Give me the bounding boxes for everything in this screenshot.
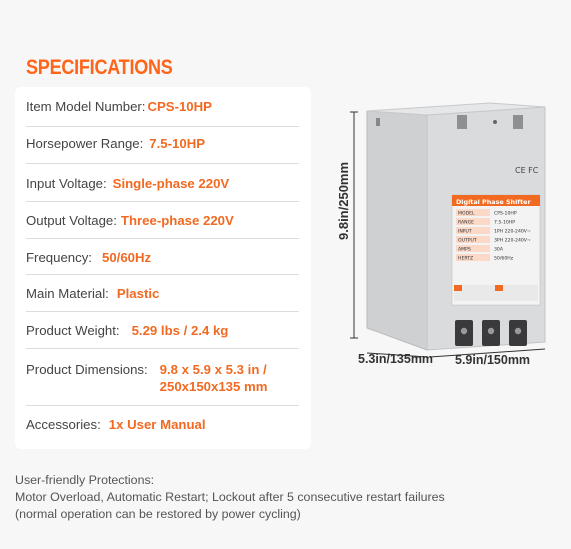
label-key: HERTZ — [458, 256, 474, 262]
spec-row-model — [26, 99, 299, 114]
spec-label: Product Weight: — [26, 323, 120, 338]
spec-row-frequency — [26, 250, 299, 265]
spec-row-weight — [26, 323, 299, 338]
label-val: 1PH 220-240V~ — [494, 229, 531, 235]
spec-row-dimensions — [26, 362, 299, 395]
divider — [26, 348, 299, 349]
divider — [26, 405, 299, 406]
spec-label: Horsepower Range: — [26, 136, 144, 151]
spec-label: Item Model Number: — [26, 99, 146, 114]
divider — [26, 238, 299, 239]
protections-note — [15, 472, 445, 523]
product-image — [340, 95, 565, 380]
divider — [26, 201, 299, 202]
spec-value-block — [160, 361, 268, 395]
label-key: OUTPUT — [458, 238, 477, 244]
label-val: 30A — [494, 247, 503, 253]
height-dimension-label: 9.8in/250mm — [336, 161, 351, 240]
divider — [26, 163, 299, 164]
top-terminal — [513, 115, 523, 129]
spec-row-horsepower — [26, 136, 299, 151]
protections-note-detail: (normal operation can be restored by power cycling) — [15, 507, 301, 521]
spec-value: 1x User Manual — [108, 417, 206, 432]
bottom-terminals — [455, 320, 527, 346]
spec-value: 7.5-10HP — [149, 136, 206, 151]
device-label-header: Digital Phase Shifter — [456, 198, 531, 206]
label-val: 7.5-10HP — [494, 220, 516, 226]
protections-list: Motor Overload, Automatic Restart; Lockout after 5 consecutive restart failures — [15, 490, 445, 504]
spec-value: Single-phase 220V — [112, 176, 230, 191]
label-val: 3PH 220-240V~ — [494, 238, 531, 244]
page-title: SPECIFICATIONS — [26, 56, 173, 79]
spec-label: Main Material: — [26, 286, 109, 301]
width-dimension-label: 5.9in/150mm — [455, 353, 531, 367]
depth-dimension-label: 5.3in/135mm — [358, 352, 434, 366]
divider — [26, 274, 299, 275]
divider — [26, 126, 299, 127]
spec-row-material — [26, 286, 299, 301]
spec-label: Accessories: — [26, 417, 101, 432]
protections-heading: User-friendly Protections: — [15, 473, 155, 487]
spec-label: Frequency: — [26, 250, 92, 265]
spec-value: 50/60Hz — [101, 250, 152, 265]
spec-value: 5.29 lbs / 2.4 kg — [131, 323, 229, 338]
label-key: INPUT — [458, 229, 472, 235]
spec-card — [15, 87, 311, 449]
spec-value: 250x150x135 mm — [159, 379, 268, 394]
top-terminal — [457, 115, 467, 129]
enclosure-side — [367, 111, 427, 350]
label-key: AMPS — [458, 247, 471, 253]
label-val: 50/60Hz — [494, 256, 514, 262]
spec-label: Input Voltage: — [26, 176, 107, 191]
divider — [26, 311, 299, 312]
spec-row-output — [26, 213, 299, 228]
cert-marks: CE FC — [515, 166, 539, 175]
spec-value: CPS-10HP — [147, 99, 212, 114]
spec-label: Product Dimensions: — [26, 362, 148, 377]
spec-value: 9.8 x 5.9 x 5.3 in / — [159, 362, 267, 377]
label-key: MODEL — [458, 211, 475, 217]
spec-row-accessories — [26, 417, 299, 432]
spec-value: Three-phase 220V — [120, 213, 234, 228]
spec-value: Plastic — [116, 286, 160, 301]
spec-row-input — [26, 176, 299, 191]
label-key: RANGE — [458, 220, 475, 226]
spec-label: Output Voltage: — [26, 213, 117, 228]
label-val: CPS-10HP — [494, 211, 517, 217]
